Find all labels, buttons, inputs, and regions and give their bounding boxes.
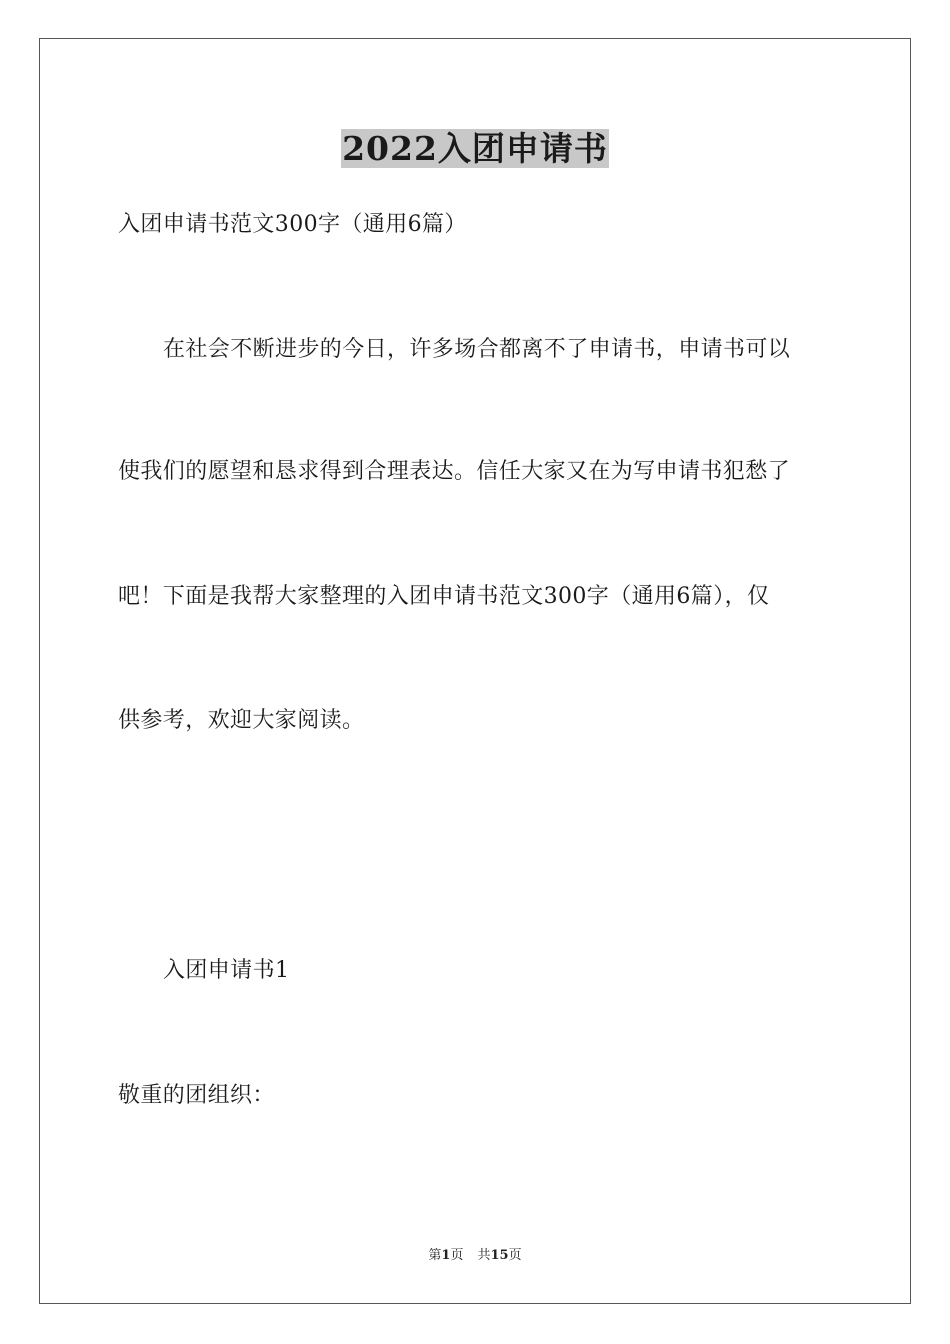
footer-total-pages: 15: [490, 1248, 509, 1263]
document-title: [0, 127, 950, 171]
document-subtitle: 入团申请书范文300字（通用6篇）: [118, 212, 467, 237]
intro-line-3: 吧！下面是我帮大家整理的入团申请书范文300字（通用6篇），仅: [118, 584, 770, 609]
footer-page-suffix: 页: [450, 1248, 464, 1263]
section-heading: 入团申请书1: [163, 958, 290, 983]
intro-line-2: 使我们的愿望和恳求得到合理表达。信任大家又在为写申请书犯愁了: [118, 459, 791, 484]
footer-total-suffix: 页: [508, 1248, 522, 1263]
footer-page-prefix: 第: [428, 1248, 442, 1263]
intro-line-1: 在社会不断进步的今日，许多场合都离不了申请书，申请书可以: [163, 337, 791, 362]
page-footer: [0, 1247, 950, 1265]
document-title-text: 2022入团申请书: [342, 129, 608, 168]
salutation: 敬重的团组织：: [118, 1083, 275, 1108]
footer-total-prefix: 共: [477, 1248, 491, 1263]
footer-page-number: 1: [441, 1248, 451, 1263]
intro-line-4: 供参考，欢迎大家阅读。: [118, 708, 365, 733]
